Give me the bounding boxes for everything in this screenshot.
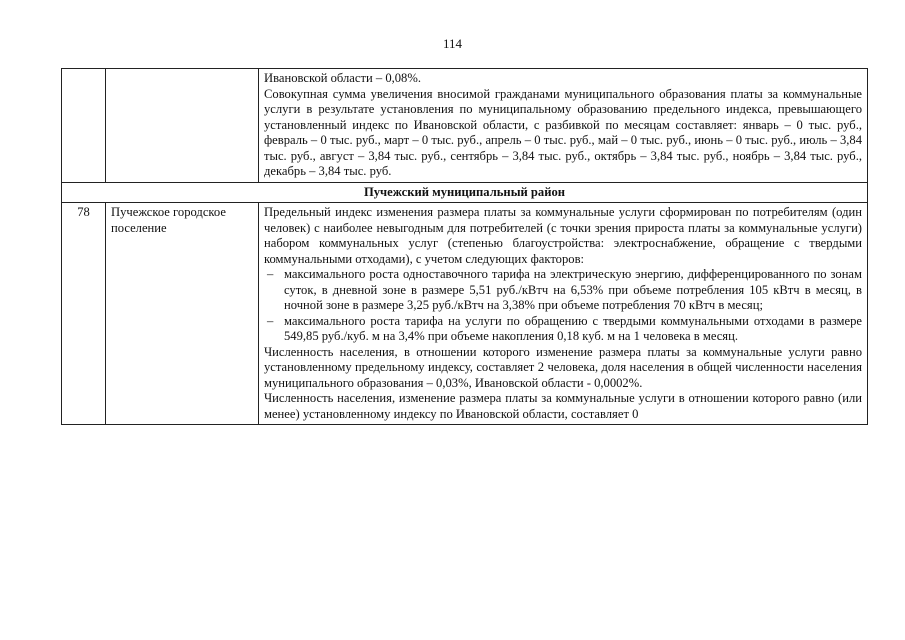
settlement-name: Пучежское городское поселение [106,203,259,425]
table-row [62,203,868,425]
factor-list [264,267,862,345]
dash-marker: – [267,267,274,281]
list-item [264,314,862,345]
paragraph: Ивановской области – 0,08%. [264,71,421,85]
row-number-cell [62,69,106,183]
section-header-row [62,182,868,203]
paragraph: Численность населения, в отношении которого изменение размера платы за коммунальные услуги равно установленному предельному индексу, составляет 2 человека, доля населения в общей численности населения муниципального образования – 0,03%, Ивановской области - 0,0002%. [264,344,862,390]
description-cell [259,69,868,183]
table-row [62,69,868,183]
page-number: 114 [442,36,463,51]
factor-text: максимального роста одноставочного тарифа на электрическую энергию, дифференцированного по зонам суток, в дневной зоне в размере 5,51 руб./кВтч на 6,53% при объеме потребления 105 кВтч в месяц, в ночной зоне в размере 3,25 руб./кВтч на 3,38% при объеме потребления 70 кВтч в месяц; [284,267,862,312]
section-title: Пучежский муниципальный район [62,182,868,203]
list-item [264,267,862,314]
row-number: 78 [62,203,106,425]
paragraph: Численность населения, изменение размера платы за коммунальные услуги в отношении которого равно (или менее) установленному индексу по Ивановской области, составляет 0 [264,391,862,421]
description-cell [259,203,868,425]
dash-marker: – [267,313,274,328]
factor-text: максимального роста тарифа на услуги по обращению с твердыми коммунальными отходами в размере 549,85 руб./куб. м на 3,4% при объеме накопления 0,18 куб. м на 1 человека в месяц. [284,313,862,343]
paragraph: Совокупная сумма увеличения вносимой гражданами муниципального образования платы за коммунальные услуги в результате установления по муниципальному образованию предельного индекса, превышающего установленный индекс по Ивановской области, с разбивкой по месяцам составляет: январь – 0 тыс. руб., февраль – 0 тыс. руб., март – 0 тыс. руб., апрель – 0 тыс. руб., май – 0 тыс. руб., июнь – 0 тыс. руб., июль – 3,84 тыс. руб., август – 3,84 тыс. руб., сентябрь – 3,84 тыс. руб., октябрь – 3,84 тыс. руб., ноябрь – 3,84 тыс. руб., декабрь – 3,84 тыс. руб. [264,86,862,178]
settlement-cell [106,69,259,183]
paragraph: Предельный индекс изменения размера платы за коммунальные услуги сформирован по потребителям (один человек) с наиболее невыгодным для потребителей (с точки зрения прироста платы за коммунальные услуги) набором коммунальных услуг (степенью благоустройства: электроснабжение, обращение с твердыми коммунальными отходами), с учетом следующих факторов: [264,205,862,266]
document-table [61,68,868,425]
